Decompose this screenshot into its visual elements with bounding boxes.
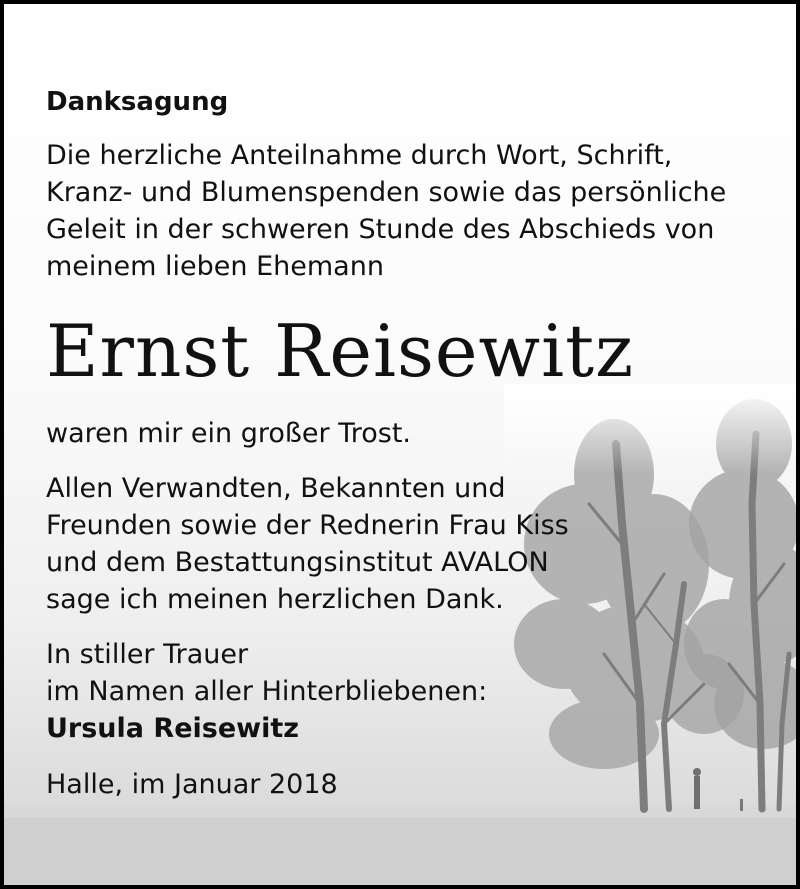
trost-line: waren mir ein großer Trost. bbox=[46, 418, 411, 449]
thanks-line: sage ich meinen herzlichen Dank. bbox=[46, 584, 504, 615]
mourning-line: In stiller Trauer bbox=[46, 639, 249, 670]
thanks-line: Freunden sowie der Rednerin Frau Kiss bbox=[46, 510, 569, 541]
thanks-line: Allen Verwandten, Bekannten und bbox=[46, 473, 506, 504]
intro-line: Die herzliche Anteilnahme durch Wort, Schrift, bbox=[46, 140, 673, 171]
heading: Danksagung bbox=[46, 87, 229, 117]
signer-name: Ursula Reisewitz bbox=[46, 713, 299, 744]
deceased-name: Ernst Reisewitz bbox=[46, 309, 635, 393]
intro-line: meinem lieben Ehemann bbox=[46, 251, 384, 282]
intro-paragraph bbox=[46, 137, 726, 285]
intro-line: Kranz- und Blumenspenden sowie das persönliche bbox=[46, 177, 727, 208]
intro-line: Geleit in der schweren Stunde des Abschieds von bbox=[46, 214, 715, 245]
mourning-line: im Namen aller Hinterbliebenen: bbox=[46, 676, 488, 707]
thanks-line: und dem Bestattungsinstitut AVALON bbox=[46, 547, 549, 578]
thanks-paragraph bbox=[46, 470, 569, 618]
mourning-block bbox=[46, 636, 487, 747]
place-date: Halle, im Januar 2018 bbox=[46, 769, 338, 800]
